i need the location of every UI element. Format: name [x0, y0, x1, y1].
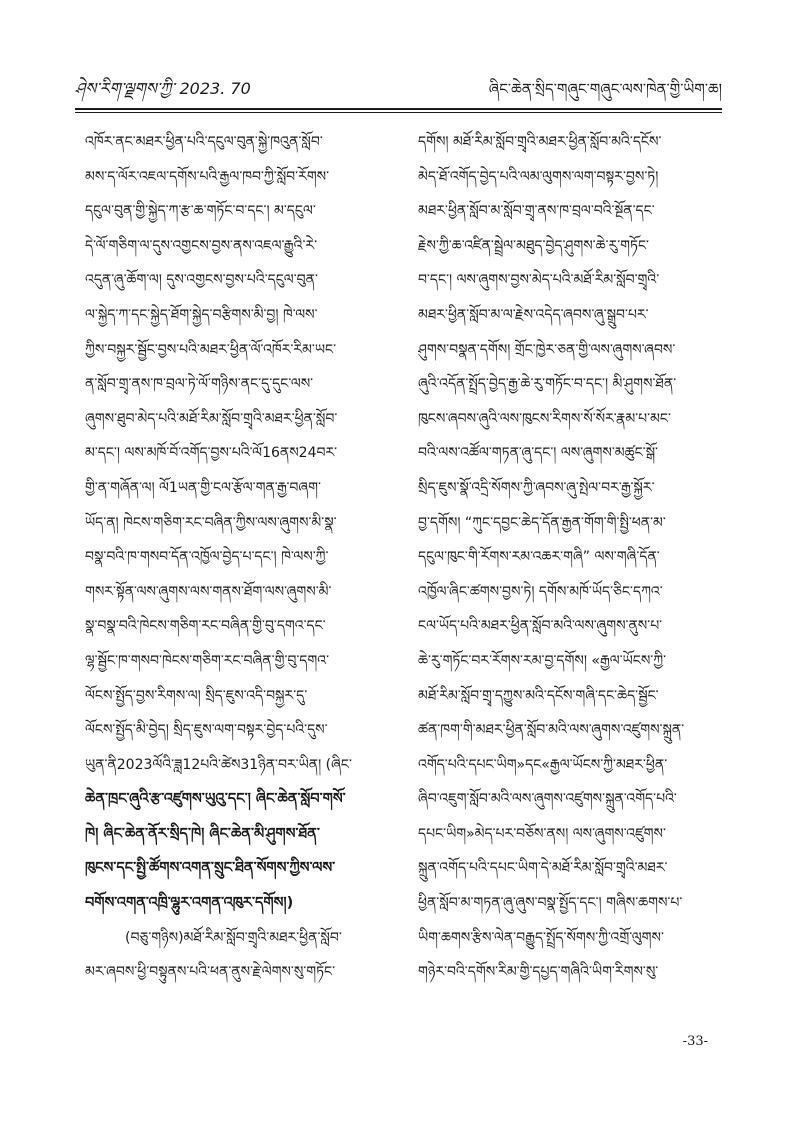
text-line: སྣ་བསྣ་བའི་ཁེངས་གཅིག་རང་བཞིན་གྱི་བུ་དགའ་དང་ [85, 618, 326, 635]
text-line: ལྷ་སྦྱོང་ཁ་གསབ་ཁེངས་གཅིག་རང་བཞིན་གྱི་བུ་དགའ་ [85, 652, 330, 669]
text-line: ཆེ་རུ་གཏོང་བར་རོགས་རམ་བྱ་དགོས། «རྒྱལ་ཡོངས་ཀྱི་ [418, 652, 667, 669]
text-line: ཞུའི་འདོན་སྤྲོད་བྱེད་རྒྱ་ཆེ་རུ་གཏོང་བ་དང་། མི་ཤུགས་ཐོན་ [418, 376, 677, 393]
text-line: ལོངས་སྤྱོད་བྱས་རིགས་ལ། སྲིད་ཇུས་འདི་བསྐྱར་དུ་ [85, 687, 308, 704]
text-line: སྲིད་ཇུས་སྣོ་འདྲི་སོགས་ཀྱི་ཞབས་ཞུ་སྤེལ་བར་རྒྱ་སྐྱོར་ [418, 479, 655, 496]
text-line: སྐྲུན་འགོད་པའི་དཔང་ཡིག་དེ་མཐོ་རིམ་སློབ་གྲྭའི་མཐར་ [418, 860, 668, 877]
text-line: བའི་ལས་འཚོལ་གཏན་ཞུ་དང་། ལས་ཞུགས་མཚུང་སྒོ་ [418, 445, 658, 462]
text-line: ཡུན་ནི2023ལོའི་ཟླ12པའི་ཚེས31ཉིན་བར་ཡིན། (ཞིང་ [85, 756, 352, 773]
text-line: ཀྱིས་བསྐྱར་སྦྱོང་བྱས་པའི་མཐར་ཕྱིན་ལོ་འཁོར་རིམ་ཡང་ [85, 341, 337, 358]
journal-title: ཤེས་རིག་ལྗགས་ཀྱི་ 2023. 70 [75, 79, 251, 98]
left-column [85, 125, 381, 990]
text-line: བ་དང་། ལས་ཞུགས་བྱས་མེད་པའི་མཐོ་རིམ་སློབ་གྲྭའི་ [418, 272, 660, 289]
text-line: མཐར་ཕྱིན་སློབ་མ་སློབ་གྲྭ་ནས་ཁ་བྲལ་བའི་སྔོན་དང་ [418, 203, 655, 220]
text-line: ལོངས་སྤྱོད་མི་བྱེད། སྲིད་ཇུས་ལག་བསྟར་བྱེད་པའི་དུས་ [85, 722, 328, 739]
text-line: དེ་ལོ་གཅིག་ལ་དུས་འགྱངས་བྱས་ནས་འཇལ་རྒྱུའི་རེ་ [85, 237, 318, 254]
text-line: མ་དང་། ལས་མཁོ་བོ་འགོད་བྱས་པའི་ལོ16ནས24བར་ [85, 445, 338, 462]
text-line: ཡོད་ན། ཁེངས་གཅིག་རང་བཞིན་ཀྱིས་ལས་ཞུགས་མི་སྣ་ [85, 514, 337, 531]
text-line: ཕྱིན་སློབ་མ་གཏན་ཞུ་ཞུས་བསྣ་སྤྱོད་དང་། གཞིས་ཆགས་པ་ [418, 895, 683, 912]
text-line: གསར་སྟོན་ལས་ཞུགས་ལས་གནས་ཐོག་ལས་ཞུགས་མི་ [85, 583, 332, 600]
text-line: གྱི་ན་གཞོན་ལ། ལོ1ཡན་གྱི་ངལ་རྩོལ་གན་རྒྱ་བཞག་ [85, 479, 321, 496]
text-line: ཞིབ་འཇུག་སློབ་མའི་ལས་ཞུགས་འཛུགས་སྐྲུན་འགོད་པའི་ [418, 791, 677, 808]
text-line: ཤུགས་བསྣན་དགོས། གྲོང་ཁྱེར་ཅན་གྱི་ལས་ཞུགས་ཞབས་ [418, 341, 676, 358]
paragraph-start-line: (བཅུ་གཉིས)མཐོ་རིམ་སློབ་གྲྭའི་མཐར་ཕྱིན་སློབ་ [125, 929, 342, 946]
text-line: འགོད་པའི་དཔང་ཡིག»དང«རྒྱལ་ཡོངས་ཀྱི་མཐར་ཕྱིན་ [418, 756, 668, 773]
header-rule [75, 108, 722, 113]
bold-text-line: བགོས་འགན་འཁྲི་ལྷུར་འགན་འཁུར་དགོས།) [85, 895, 294, 912]
text-line: མཐོ་རིམ་སློབ་གྲྭ་དཀྱུས་མའི་དངོས་གཞི་དང་ཆེད་སྦྱོང་ [418, 687, 659, 704]
text-line: དངུལ་ཁུང་གི་རོགས་རམ་འཆར་གཞི” ལས་གཞི་དོན་ [418, 549, 660, 566]
bold-text-line: ཁུངས་དང་སྤྱི་ཚོགས་འགན་སྲུང་ཐིན་སོགས་ཀྱིས་ལས་ [85, 860, 336, 877]
text-line: ན་སློབ་གྲྭ་ནས་ཁ་བྲལ་ཏེ་ལོ་གཉིས་ནང་དུ་དུང་ལས་ [85, 376, 314, 393]
text-line: དངུལ་བུན་གྱི་སྐྱེད་ཀ་རྩ་ཆ་གཏོང་བ་དང་། མ་དངུལ་ [85, 203, 316, 220]
text-line: བསྣ་བའི་ཁ་གསབ་དོན་འཁྱོལ་བྱེད་པ་དང་། ཁེ་ལས་ཀྱི་ [85, 549, 329, 566]
text-line: འཁྱོལ་ཞིང་ཚགས་བྱས་ཏེ། དགོས་མཁོ་ཡོད་ཅིང་དཀའ་ [418, 583, 663, 600]
text-line: དགོས། མཐོ་རིམ་སློབ་གྲྭའི་མཐར་ཕྱིན་སློབ་མའི་དངོས་ [418, 134, 662, 150]
text-line: ཁུངས་ཞབས་ཞུའི་ལས་ཁུངས་རིགས་སོ་སོར་རྣམ་པ་མང་ [418, 410, 671, 427]
text-line: ཚན་ཁག་གི་མཐར་ཕྱིན་སློབ་མའི་ལས་ཞུགས་འཛུགས་སྐྲུན་ [418, 722, 685, 739]
text-line: མཐར་ཕྱིན་སློབ་མ་ལ་རྗེས་འདེད་ཞབས་ཞུ་སྒྲུབ་པར་ [418, 306, 649, 323]
section-title: ཞིང་ཆེན་སྲིད་གཞུང་གཞུང་ལས་ཁེན་གྱི་ཡིག་ཆ། [488, 80, 722, 98]
text-line: འཁོར་ནང་མཐར་ཕྱིན་པའི་དངུལ་བུན་སྐྱེ་ཁའུན་སློབ་ [85, 134, 323, 150]
bold-text-line: ཁེ། ཞིང་ཆེན་ནོར་སྲིད་ཁེ། ཞིང་ཆེན་མི་ཤུགས་ཐོན་ [85, 825, 320, 842]
bold-text-line: ཆེན་ཁྲང་ཞུའི་རྩ་འཛུགས་ཡུའུ་དང་། ཞིང་ཆེན་སློབ་གསོ་ [85, 791, 346, 808]
text-line: དཔང་ཡིག»མེད་པར་བཅོས་ནས། ལས་ཞུགས་འཛུགས་ [418, 825, 666, 842]
text-line: མེད་ཐོ་འགོད་བྱེད་པའི་ལམ་ལུགས་ལག་བསྟར་བྱས་ཏེ། [418, 168, 659, 185]
right-column [418, 125, 714, 990]
text-line: བྱ་དགོས། “ཀུང་དབྱང་ཆེད་དོན་རྒྱན་གོག་གི་སྤྱི་ཕན་མ་ [418, 514, 666, 531]
text-line: གཉེར་བའི་དགོས་རིམ་གྱི་དཔྱད་གཞིའི་ཡིག་རིགས་སུ་ [418, 964, 659, 981]
text-line: མས་ད་ལོར་འཇལ་དགོས་པའི་རྒྱལ་ཁབ་ཀྱི་སློབ་རོགས་ [85, 168, 330, 185]
text-line: ལ་སྐྱེད་ཀ་དང་སྐྱེད་ཐོག་སྐྱེད་བརྩིགས་མི་བྱ། ཁེ་ལས་ [85, 306, 318, 323]
running-header [75, 76, 722, 102]
text-line: རྗེས་ཀྱི་ཆ་འཛིན་སྦྲེལ་མཐུད་བྱེད་ཤུགས་ཆེ་རུ་གཏོང་ [418, 237, 649, 254]
text-line: ཞུགས་ཐུབ་མེད་པའི་མཐོ་རིམ་སློབ་གྲྭའི་མཐར་ཕྱིན་སློབ་ [85, 410, 338, 427]
page-number: -33- [682, 1034, 708, 1049]
text-line: འདུན་ཞུ་ཆོག་ལ། དུས་འགྱངས་བྱས་པའི་དངུལ་བུན་ [85, 272, 318, 289]
text-line: ངལ་ཡོད་པའི་མཐར་ཕྱིན་སློབ་མའི་ལས་ཞུགས་ནུས་པ་ [418, 618, 663, 635]
text-line: ཡིག་ཆགས་རྩིས་ལེན་བརྒྱུད་སྤྲོད་སོགས་ཀྱི་འགྲོ་ལུགས་ [418, 929, 664, 946]
text-line: མར་ཞབས་ཕྱི་བསྟུནས་པའི་ཕན་ནུས་རྗེ་ལེགས་སུ་གཏོང་ [85, 964, 336, 981]
